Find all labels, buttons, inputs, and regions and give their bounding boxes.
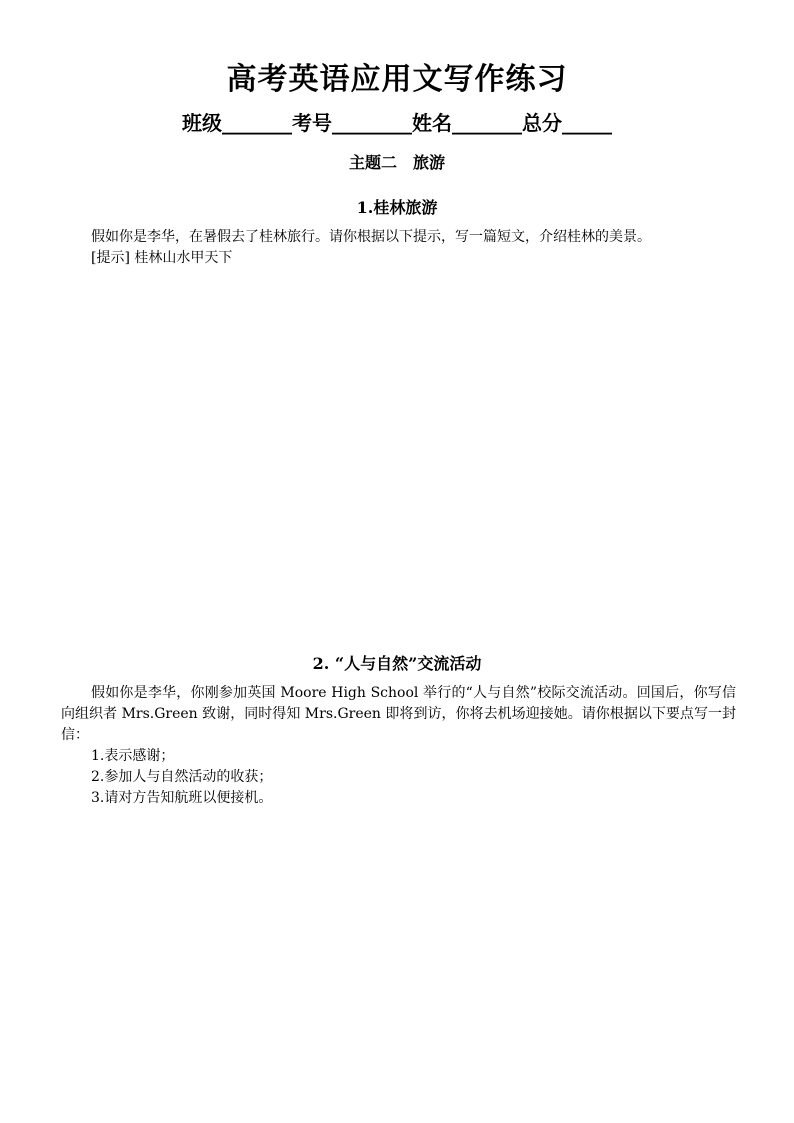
- number-label: 考号: [292, 111, 332, 135]
- score-label: 总分: [522, 111, 562, 135]
- section2-points-list: [91, 746, 272, 809]
- class-blank: _______: [222, 111, 292, 135]
- worksheet-title: 高考英语应用文写作练习: [226, 62, 568, 97]
- score-blank: _____: [562, 111, 612, 135]
- section1-hint: [提示] 桂林山水甲天下: [91, 250, 233, 266]
- section1-prompt: 假如你是李华，在暑假去了桂林旅行。请你根据以下提示，写一篇短文，介绍桂林的美景。: [91, 229, 651, 245]
- section2-title: 2. “人与自然”交流活动: [312, 654, 482, 673]
- number-blank: ________: [332, 111, 412, 135]
- list-item: 2.参加人与自然活动的收获；: [91, 769, 273, 785]
- name-label: 姓名: [412, 111, 452, 135]
- list-item: 3.请对方告知航班以便接机。: [91, 790, 273, 806]
- name-blank: _______: [452, 111, 522, 135]
- section1-title: 1.桂林旅游: [356, 198, 438, 217]
- section2-prompt: 假如你是李华，你刚参加英国 Moore High School 举行的“人与自然”校际交流活动。回国后，你写信向组织者 Mrs.Green 致谢，同时得知 Mrs.Green 即将到访，你将去机场迎接她。请你根据以下要点写一封信：: [61, 685, 736, 743]
- student-info-line: [0, 108, 794, 138]
- class-label: 班级: [182, 111, 222, 135]
- theme-heading: 主题二 旅游: [348, 153, 445, 172]
- list-item: 1.表示感谢；: [91, 748, 175, 764]
